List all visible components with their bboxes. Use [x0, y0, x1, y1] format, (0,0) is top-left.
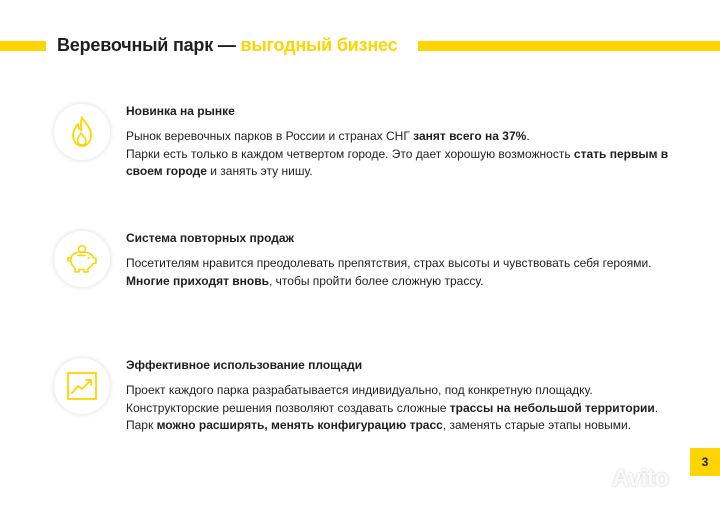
section-paragraph-1 — [126, 382, 686, 435]
watermark-logo: Avito — [612, 465, 669, 492]
text-run-bold: Многие приходят вновь — [126, 273, 269, 288]
section-paragraph-2 — [126, 146, 686, 181]
title-main: Веревочный парк — — [57, 35, 241, 55]
text-run: . Парк — [126, 400, 659, 432]
text-run: Рынок веревочных парков в России и странах СНГ — [126, 129, 414, 143]
section-paragraph-1 — [126, 255, 686, 290]
section-paragraph-1 — [126, 128, 686, 146]
growth-chart-icon — [66, 371, 98, 401]
text-run: Проект каждого парка разрабатывается индивидуально, под конкретную площадку. Конструкторские решения позволяют создавать сложные — [126, 383, 593, 415]
flame-icon — [67, 115, 97, 149]
title-accent: выгодный бизнес — [240, 35, 398, 55]
section-icon-wrapper — [54, 231, 110, 287]
text-run-bold: занят всего на 37% — [413, 129, 527, 143]
text-run: , чтобы пройти более сложную трассу. — [269, 273, 484, 288]
section-heading: Система повторных продаж — [126, 231, 295, 245]
section-heading: Новинка на рынке — [126, 104, 235, 118]
text-run-bold: можно расширять, менять конфигурацию трасс — [156, 418, 443, 432]
section-text — [126, 104, 686, 181]
section-icon-wrapper — [54, 104, 110, 160]
page-title — [57, 33, 397, 57]
section-text — [126, 231, 686, 290]
header-accent-bar-right — [418, 41, 720, 51]
text-run: , заменять старые этапы новыми. — [442, 418, 632, 432]
text-run-bold: трассы на небольшой территории — [449, 400, 655, 415]
piggy-bank-icon — [64, 244, 100, 274]
text-run: Парки есть только в каждом четвертом городе. Это дает хорошую возможность — [126, 146, 574, 161]
text-run: . — [526, 129, 530, 143]
section-icon-wrapper — [54, 358, 110, 414]
page-number: 3 — [690, 448, 720, 476]
text-run: Посетителям нравится преодолевать препятствия, страх высоты и чувствовать себя героями. — [126, 256, 652, 270]
text-run: и занять эту нишу. — [206, 164, 313, 178]
section-text — [126, 358, 686, 435]
section-heading: Эффективное использование площади — [126, 358, 363, 372]
header-accent-bar-left — [0, 41, 46, 51]
text-run-bold: стать первым в своем городе — [126, 146, 669, 178]
